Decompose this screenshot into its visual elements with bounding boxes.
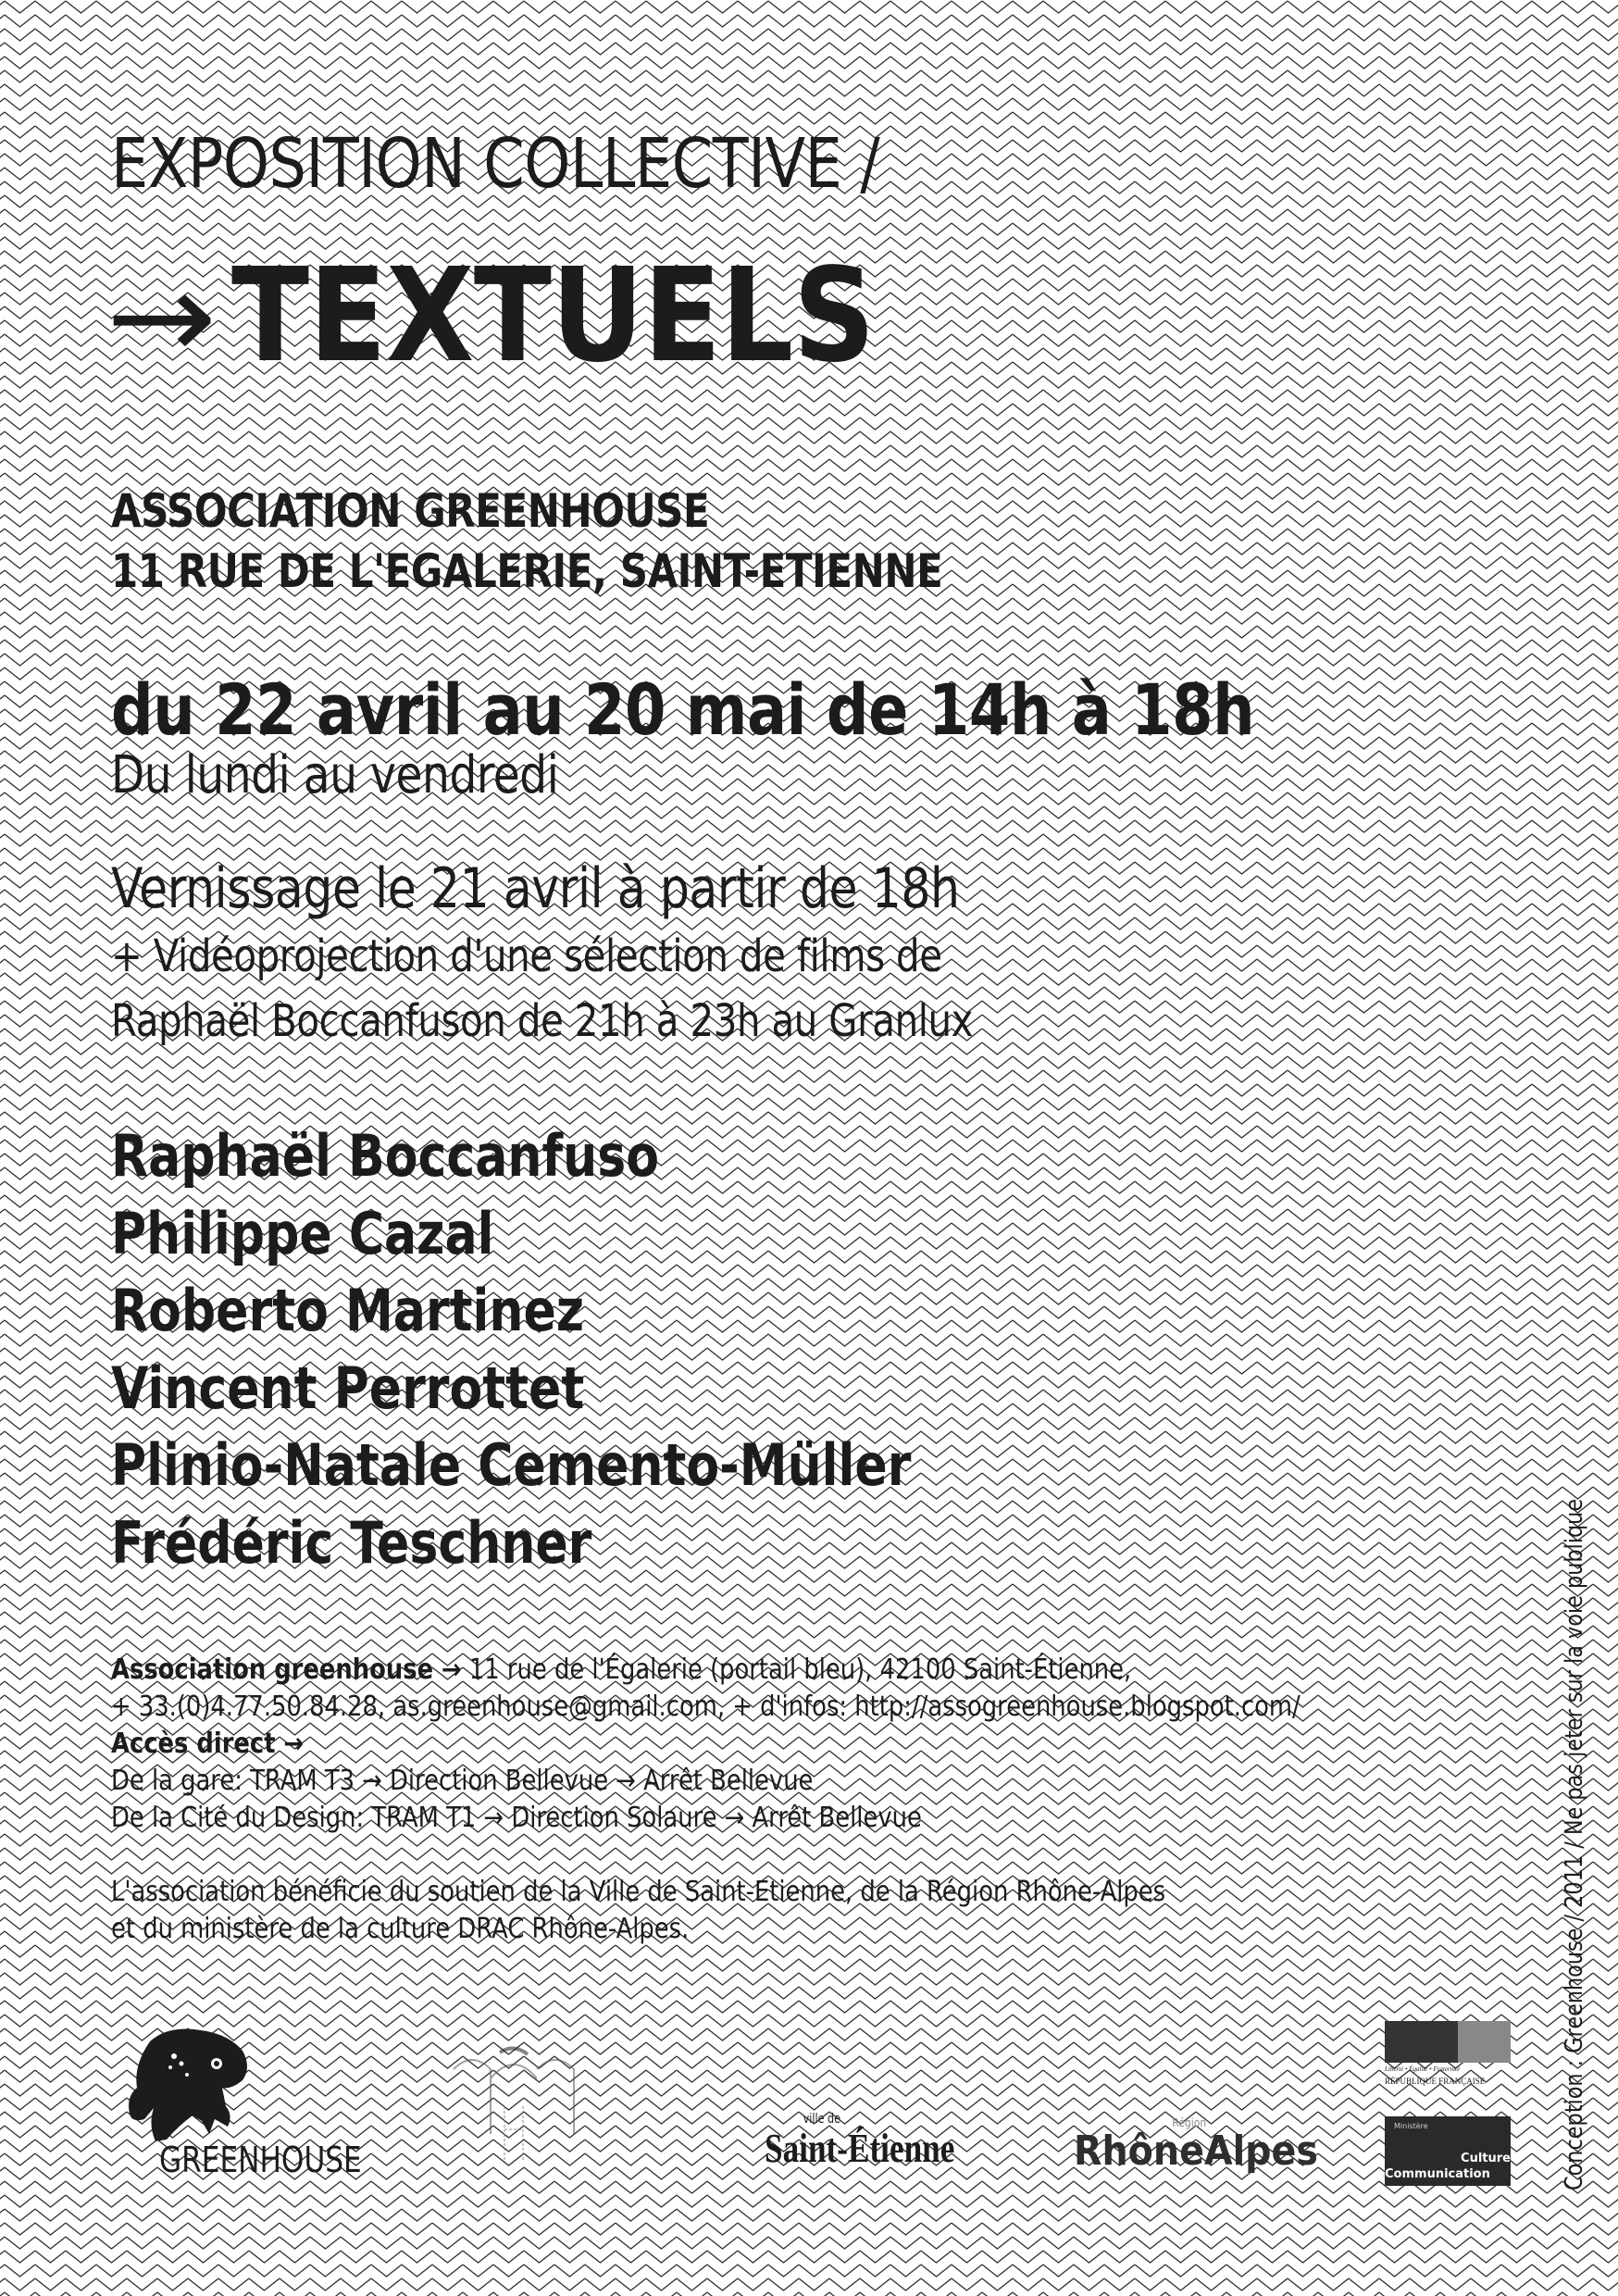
ministere-culture-logo — [1385, 2116, 1511, 2186]
access-heading: Accès direct → — [111, 1728, 305, 1760]
ville-saint-etienne-logo: ville de Saint-Étienne — [765, 2112, 955, 2171]
arrow-right-icon: → — [106, 246, 217, 387]
video-projection-line-2: Raphaël Boccanfuson de 21h à 23h au Granlux — [111, 995, 974, 1047]
artist-name: Plinio-Natale Cemento-Müller — [111, 1431, 912, 1499]
marianne-icon — [1385, 2021, 1511, 2063]
contact-line: + 33.(0)4.77.50.84.28, as.greenhouse@gmail.com, + d'infos: http://assogreenhouse.blogspot.com/ — [111, 1691, 1301, 1723]
artist-name: Frédéric Teschner — [111, 1508, 592, 1577]
ministere-label: Ministère — [1394, 2122, 1428, 2130]
support-line-2: et du ministère de la culture DRAC Rhône-Alpes. — [111, 1913, 690, 1945]
support-statement — [111, 1874, 1165, 1948]
vernissage-line: Vernissage le 21 avril à partir de 18h — [111, 856, 960, 921]
org-contact-line — [111, 1652, 1301, 1689]
exhibition-dates: du 22 avril au 20 mai de 14h à 18h — [111, 668, 1255, 751]
access-from-station: De la gare: TRAM T3 → Direction Bellevue → Arrêt Bellevue — [111, 1765, 814, 1797]
greenhouse-toad-logo — [113, 2023, 362, 2180]
design-credit: Conception : Greenhouse / 2011 / Ne pas jeter sur la voie publique — [1561, 1498, 1588, 2190]
artist-list — [111, 1122, 1064, 1591]
republique-francaise-logo — [1385, 2021, 1511, 2090]
support-line-1: L'association bénéficie du soutien de la Ville de Saint-Etienne, de la Région Rhône-Alpes — [111, 1876, 1166, 1908]
opening-days: Du lundi au vendredi — [111, 745, 559, 805]
toad-icon — [113, 2023, 261, 2152]
region-rhone-alpes-logo: Région RhôneAlpes — [1074, 2116, 1318, 2175]
exhibition-title: TEXTUELS — [231, 241, 876, 392]
venue-name: ASSOCIATION GREENHOUSE — [111, 484, 710, 538]
artist-name: Vincent Perrottet — [111, 1354, 585, 1422]
org-address: 11 rue de l'Égalerie (portail bleu), 42100 Saint-Étienne, — [461, 1653, 1132, 1686]
republique-motto: Liberté • Égalité • Fraternité — [1385, 2065, 1461, 2073]
granlux-logo — [435, 2041, 592, 2171]
ministere-culture: Culture — [1461, 2152, 1511, 2165]
title-row — [106, 241, 963, 392]
artist-name: Philippe Cazal — [111, 1199, 494, 1267]
rhone-alpes-small-label: Région — [1172, 2116, 1207, 2129]
access-from-cite-design: De la Cité du Design: TRAM T1 → Direction Solaure → Arrêt Bellevue — [111, 1802, 922, 1834]
saint-etienne-small-label: ville de — [803, 2112, 841, 2127]
artist-name: Roberto Martinez — [111, 1277, 585, 1344]
ministere-communication: Communication — [1385, 2167, 1490, 2181]
republique-name: RÉPUBLIQUE FRANÇAISE — [1385, 2077, 1486, 2086]
video-projection-line-1: + Vidéoprojection d'une sélection de films de — [111, 930, 942, 982]
org-label: Association greenhouse → — [111, 1653, 462, 1686]
artist-name: Raphaël Boccanfuso — [111, 1122, 660, 1190]
greenhouse-logo-label: GREENHOUSE — [159, 2140, 362, 2180]
granlux-sketch-icon — [435, 2041, 592, 2171]
practical-info — [111, 1652, 1301, 1837]
venue-address: 11 RUE DE L'EGALERIE, SAINT-ETIENNE — [111, 544, 943, 598]
exhibition-kicker: EXPOSITION COLLECTIVE / — [111, 124, 880, 204]
